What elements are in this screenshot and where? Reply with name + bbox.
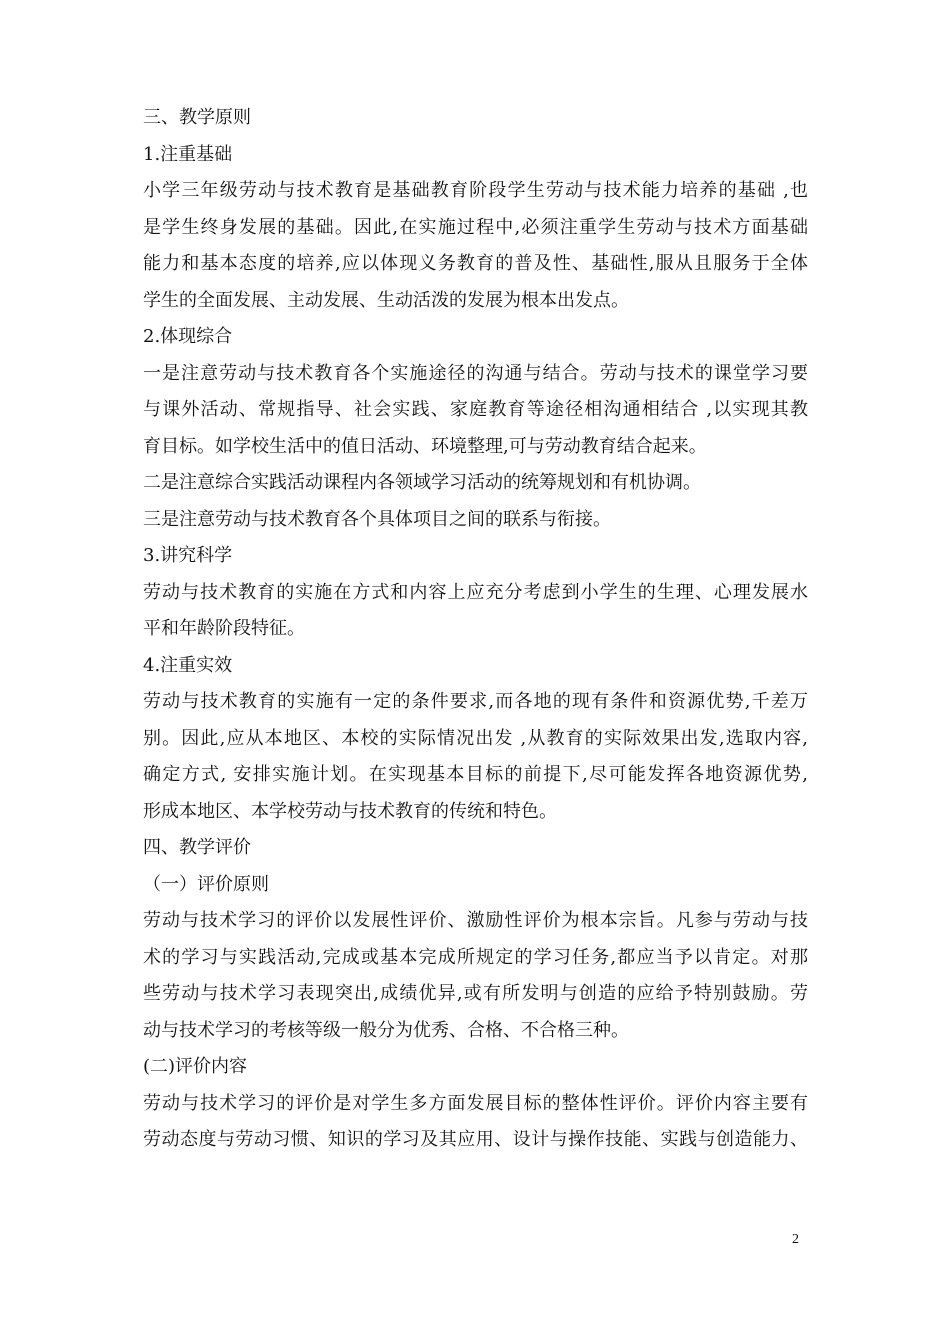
text-line: (二)评价内容 <box>143 1056 248 1077</box>
text-line: 些劳动与技术学习表现突出,成绩优异,或有所发明与创造的应给予特别鼓励。劳 <box>143 983 808 1004</box>
text-line: 劳动与技术教育的实施有一定的条件要求,而各地的现有条件和资源优势,千差万 <box>143 691 808 712</box>
page-number: 2 <box>792 1232 799 1247</box>
text-line: 与课外活动、常规指导、社会实践、家庭教育等途径相沟通相结合 ,以实现其教 <box>143 399 808 420</box>
text-line: 劳动与技术教育的实施在方式和内容上应充分考虑到小学生的生理、心理发展水 <box>143 581 808 603</box>
text-line: 二是注意综合实践活动课程内各领域学习活动的统筹规划和有机协调。 <box>143 472 701 493</box>
text-line: 劳动与技术学习的评价以发展性评价、激励性评价为根本宗旨。凡参与劳动与技 <box>143 910 808 931</box>
text-line: 小学三年级劳动与技术教育是基础教育阶段学生劳动与技术能力培养的基础 ,也 <box>143 180 808 201</box>
document-body <box>143 100 808 1159</box>
text-line: 劳动态度与劳动习惯、知识的学习及其应用、设计与操作技能、实践与创造能力、 <box>143 1129 808 1150</box>
text-line: 能力和基本态度的培养,应以体现义务教育的普及性、基础性,服从且服务于全体 <box>143 253 808 274</box>
text-line: 学生的全面发展、主动发展、生动活泼的发展为根本出发点。 <box>143 289 629 311</box>
text-line: 一是注意劳动与技术教育各个实施途径的沟通与结合。劳动与技术的课堂学习要 <box>143 362 808 384</box>
text-line: 4.注重实效 <box>143 654 233 676</box>
text-line: 劳动与技术学习的评价是对学生多方面发展目标的整体性评价。评价内容主要有 <box>143 1092 808 1114</box>
text-line: 1.注重基础 <box>143 143 233 165</box>
text-line: 2.体现综合 <box>143 326 233 347</box>
text-line: 术的学习与实践活动,完成或基本完成所规定的学习任务,都应当予以肯定。对那 <box>143 946 808 968</box>
text-line: 育目标。如学校生活中的值日活动、环境整理,可与劳动教育结合起来。 <box>143 435 707 457</box>
text-line: 动与技术学习的考核等级一般分为优秀、合格、不合格三种。 <box>143 1019 629 1041</box>
text-line: 三、教学原则 <box>143 107 251 128</box>
text-line: 形成本地区、本学校劳动与技术教育的传统和特色。 <box>143 800 557 822</box>
text-line: 别。因此,应从本地区、本校的实际情况出发 ,从教育的实际效果出发,选取内容, <box>143 727 808 749</box>
text-line: 平和年龄阶段特征。 <box>143 618 305 639</box>
text-line: 3.讲究科学 <box>143 545 233 566</box>
text-line: 确定方式, 安排实施计划。在实现基本目标的前提下,尽可能发挥各地资源优势, <box>143 764 808 785</box>
text-line: 四、教学评价 <box>143 837 251 858</box>
text-line: 三是注意劳动与技术教育各个具体项目之间的联系与衔接。 <box>143 508 611 530</box>
text-line: 是学生终身发展的基础。因此,在实施过程中,必须注重学生劳动与技术方面基础 <box>143 216 808 238</box>
text-line: （一）评价原则 <box>143 873 269 895</box>
